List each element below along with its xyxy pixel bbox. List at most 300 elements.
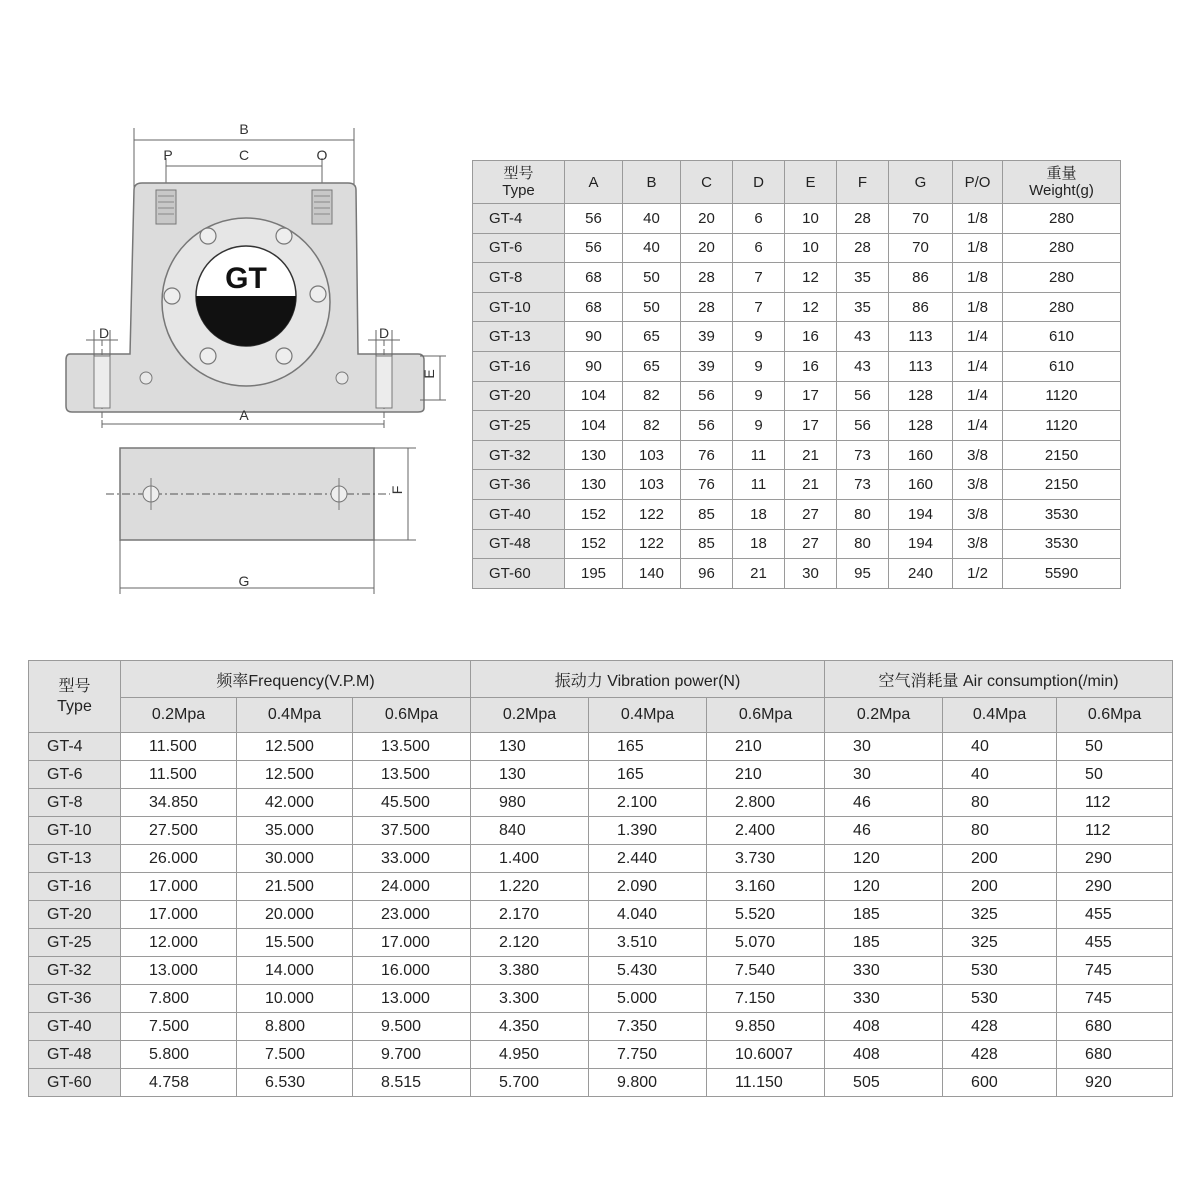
spec-type-cell: GT-32 <box>473 440 565 470</box>
spec-value-cell: 122 <box>623 529 681 559</box>
spec-value-cell: 160 <box>889 470 953 500</box>
spec-table-row <box>473 499 1121 529</box>
perf-value-cell: 455 <box>1057 929 1173 957</box>
spec-table-row <box>473 292 1121 322</box>
perf-value-cell: 14.000 <box>237 957 353 985</box>
spec-value-cell: 50 <box>623 292 681 322</box>
spec-value-cell: 68 <box>565 263 623 293</box>
spec-type-cell: GT-4 <box>473 204 565 234</box>
perf-value-cell: 840 <box>471 817 589 845</box>
perf-value-cell: 200 <box>943 873 1057 901</box>
spec-value-cell: 43 <box>837 351 889 381</box>
spec-value-cell: 27 <box>785 529 837 559</box>
perf-value-cell: 1.390 <box>589 817 707 845</box>
perf-value-cell: 185 <box>825 929 943 957</box>
perf-value-cell: 4.040 <box>589 901 707 929</box>
spec-value-cell: 21 <box>785 440 837 470</box>
spec-value-cell: 73 <box>837 470 889 500</box>
spec-value-cell: 65 <box>623 351 681 381</box>
spec-value-cell: 7 <box>733 263 785 293</box>
perf-value-cell: 5.070 <box>707 929 825 957</box>
spec-value-cell: 6 <box>733 233 785 263</box>
perf-value-cell: 30.000 <box>237 845 353 873</box>
perf-value-cell: 3.730 <box>707 845 825 873</box>
spec-value-cell: 9 <box>733 351 785 381</box>
perf-value-cell: 37.500 <box>353 817 471 845</box>
perf-value-cell: 7.350 <box>589 1013 707 1041</box>
spec-value-cell: 28 <box>681 292 733 322</box>
perf-value-cell: 50 <box>1057 761 1173 789</box>
vibration-power-group-header: 振动力 Vibration power(N) <box>471 661 825 698</box>
perf-value-cell: 80 <box>943 789 1057 817</box>
spec-value-cell: 20 <box>681 204 733 234</box>
spec-type-cell: GT-36 <box>473 470 565 500</box>
perf-value-cell: 4.950 <box>471 1041 589 1069</box>
spec-value-cell: 113 <box>889 322 953 352</box>
spec-value-cell: 104 <box>565 381 623 411</box>
spec-value-cell: 82 <box>623 381 681 411</box>
pressure-header-cell: 0.2Mpa <box>825 698 943 733</box>
perf-value-cell: 4.350 <box>471 1013 589 1041</box>
spec-value-cell: 9 <box>733 381 785 411</box>
spec-value-cell: 76 <box>681 470 733 500</box>
perf-value-cell: 210 <box>707 761 825 789</box>
spec-value-cell: 35 <box>837 263 889 293</box>
spec-value-cell: 85 <box>681 499 733 529</box>
perf-value-cell: 40 <box>943 761 1057 789</box>
perf-value-cell: 12.000 <box>121 929 237 957</box>
perf-value-cell: 3.160 <box>707 873 825 901</box>
dim-label-d-right: D <box>378 325 390 341</box>
perf-value-cell: 2.100 <box>589 789 707 817</box>
perf-table-row <box>29 733 1173 761</box>
spec-table-row <box>473 470 1121 500</box>
perf-value-cell: 325 <box>943 929 1057 957</box>
perf-value-cell: 5.000 <box>589 985 707 1013</box>
perf-value-cell: 8.800 <box>237 1013 353 1041</box>
spec-type-cell: GT-10 <box>473 292 565 322</box>
perf-value-cell: 21.500 <box>237 873 353 901</box>
perf-table-row <box>29 817 1173 845</box>
spec-table-row <box>473 351 1121 381</box>
spec-value-cell: 56 <box>565 204 623 234</box>
perf-type-cell: GT-25 <box>29 929 121 957</box>
spec-value-cell: 194 <box>889 499 953 529</box>
spec-table-row <box>473 381 1121 411</box>
spec-value-cell: 35 <box>837 292 889 322</box>
perf-value-cell: 13.500 <box>353 733 471 761</box>
spec-value-cell: 1/8 <box>953 204 1003 234</box>
perf-value-cell: 330 <box>825 957 943 985</box>
spec-value-cell: 3/8 <box>953 470 1003 500</box>
spec-type-cell: GT-60 <box>473 559 565 589</box>
spec-table-row <box>473 559 1121 589</box>
spec-value-cell: 3530 <box>1003 499 1121 529</box>
spec-value-cell: 1120 <box>1003 381 1121 411</box>
spec-value-cell: 3530 <box>1003 529 1121 559</box>
perf-value-cell: 11.500 <box>121 733 237 761</box>
spec-value-cell: 40 <box>623 204 681 234</box>
spec-value-cell: 56 <box>837 411 889 441</box>
spec-value-cell: 56 <box>681 381 733 411</box>
perf-value-cell: 130 <box>471 761 589 789</box>
perf-value-cell: 5.800 <box>121 1041 237 1069</box>
spec-value-cell: 1/4 <box>953 381 1003 411</box>
spec-header-cell: E <box>785 161 837 204</box>
dim-label-c: C <box>238 147 250 163</box>
perf-pressure-row <box>29 698 1173 733</box>
spec-value-cell: 65 <box>623 322 681 352</box>
perf-value-cell: 680 <box>1057 1041 1173 1069</box>
perf-value-cell: 745 <box>1057 985 1173 1013</box>
spec-value-cell: 1/8 <box>953 263 1003 293</box>
spec-value-cell: 7 <box>733 292 785 322</box>
spec-header-cell: 重量 Weight(g) <box>1003 161 1121 204</box>
perf-value-cell: 920 <box>1057 1069 1173 1097</box>
spec-value-cell: 73 <box>837 440 889 470</box>
perf-value-cell: 165 <box>589 761 707 789</box>
spec-value-cell: 20 <box>681 233 733 263</box>
spec-header-row <box>473 161 1121 204</box>
perf-value-cell: 23.000 <box>353 901 471 929</box>
perf-value-cell: 7.540 <box>707 957 825 985</box>
perf-value-cell: 30 <box>825 761 943 789</box>
spec-header-cell: A <box>565 161 623 204</box>
spec-value-cell: 56 <box>837 381 889 411</box>
perf-value-cell: 42.000 <box>237 789 353 817</box>
spec-value-cell: 90 <box>565 351 623 381</box>
perf-value-cell: 15.500 <box>237 929 353 957</box>
pressure-header-cell: 0.2Mpa <box>121 698 237 733</box>
pressure-header-cell: 0.2Mpa <box>471 698 589 733</box>
perf-value-cell: 33.000 <box>353 845 471 873</box>
spec-header-cell: C <box>681 161 733 204</box>
perf-value-cell: 9.500 <box>353 1013 471 1041</box>
perf-value-cell: 408 <box>825 1041 943 1069</box>
perf-value-cell: 330 <box>825 985 943 1013</box>
perf-type-cell: GT-40 <box>29 1013 121 1041</box>
perf-value-cell: 680 <box>1057 1013 1173 1041</box>
perf-value-cell: 50 <box>1057 733 1173 761</box>
perf-table-row <box>29 901 1173 929</box>
dim-label-o: O <box>316 147 328 163</box>
perf-value-cell: 13.000 <box>121 957 237 985</box>
spec-value-cell: 3/8 <box>953 440 1003 470</box>
perf-group-row <box>29 661 1173 698</box>
perf-value-cell: 745 <box>1057 957 1173 985</box>
spec-value-cell: 90 <box>565 322 623 352</box>
spec-value-cell: 27 <box>785 499 837 529</box>
spec-header-cell: F <box>837 161 889 204</box>
spec-value-cell: 610 <box>1003 322 1121 352</box>
air-consumption-group-header: 空气消耗量 Air consumption(/min) <box>825 661 1173 698</box>
spec-value-cell: 160 <box>889 440 953 470</box>
perf-value-cell: 2.400 <box>707 817 825 845</box>
spec-value-cell: 16 <box>785 322 837 352</box>
perf-type-cell: GT-20 <box>29 901 121 929</box>
frequency-group-header: 频率Frequency(V.P.M) <box>121 661 471 698</box>
spec-header-cell: 型号 Type <box>473 161 565 204</box>
perf-value-cell: 46 <box>825 789 943 817</box>
spec-table-row <box>473 204 1121 234</box>
spec-value-cell: 12 <box>785 292 837 322</box>
spec-type-cell: GT-20 <box>473 381 565 411</box>
spec-value-cell: 122 <box>623 499 681 529</box>
spec-value-cell: 21 <box>785 470 837 500</box>
perf-value-cell: 35.000 <box>237 817 353 845</box>
perf-value-cell: 11.150 <box>707 1069 825 1097</box>
spec-value-cell: 280 <box>1003 233 1121 263</box>
pressure-header-cell: 0.6Mpa <box>1057 698 1173 733</box>
perf-value-cell: 17.000 <box>353 929 471 957</box>
perf-value-cell: 34.850 <box>121 789 237 817</box>
spec-value-cell: 86 <box>889 263 953 293</box>
perf-value-cell: 45.500 <box>353 789 471 817</box>
spec-value-cell: 152 <box>565 499 623 529</box>
dim-label-g: G <box>238 573 250 589</box>
pressure-header-cell: 0.6Mpa <box>353 698 471 733</box>
perf-value-cell: 7.800 <box>121 985 237 1013</box>
spec-value-cell: 39 <box>681 351 733 381</box>
perf-value-cell: 1.220 <box>471 873 589 901</box>
perf-table-row <box>29 1041 1173 1069</box>
spec-value-cell: 70 <box>889 204 953 234</box>
perf-value-cell: 2.170 <box>471 901 589 929</box>
perf-value-cell: 7.750 <box>589 1041 707 1069</box>
perf-table-row <box>29 789 1173 817</box>
spec-value-cell: 9 <box>733 411 785 441</box>
perf-value-cell: 2.440 <box>589 845 707 873</box>
dim-label-p: P <box>163 147 173 163</box>
perf-value-cell: 9.850 <box>707 1013 825 1041</box>
perf-table-row <box>29 1013 1173 1041</box>
perf-value-cell: 20.000 <box>237 901 353 929</box>
spec-value-cell: 10 <box>785 233 837 263</box>
perf-value-cell: 16.000 <box>353 957 471 985</box>
perf-type-cell: GT-32 <box>29 957 121 985</box>
perf-value-cell: 600 <box>943 1069 1057 1097</box>
perf-value-cell: 200 <box>943 845 1057 873</box>
perf-value-cell: 408 <box>825 1013 943 1041</box>
perf-value-cell: 290 <box>1057 845 1173 873</box>
spec-table-row <box>473 322 1121 352</box>
dim-label-f: F <box>389 485 405 495</box>
perf-value-cell: 3.510 <box>589 929 707 957</box>
spec-value-cell: 5590 <box>1003 559 1121 589</box>
spec-type-cell: GT-48 <box>473 529 565 559</box>
spec-type-cell: GT-25 <box>473 411 565 441</box>
spec-value-cell: 3/8 <box>953 529 1003 559</box>
spec-value-cell: 128 <box>889 381 953 411</box>
perf-value-cell: 10.000 <box>237 985 353 1013</box>
perf-value-cell: 9.700 <box>353 1041 471 1069</box>
spec-table-row <box>473 233 1121 263</box>
spec-value-cell: 2150 <box>1003 440 1121 470</box>
spec-value-cell: 28 <box>681 263 733 293</box>
perf-table-row <box>29 985 1173 1013</box>
spec-value-cell: 1120 <box>1003 411 1121 441</box>
spec-header-cell: B <box>623 161 681 204</box>
spec-type-cell: GT-40 <box>473 499 565 529</box>
perf-value-cell: 5.700 <box>471 1069 589 1097</box>
spec-value-cell: 11 <box>733 470 785 500</box>
perf-value-cell: 24.000 <box>353 873 471 901</box>
perf-value-cell: 7.500 <box>237 1041 353 1069</box>
perf-table-row <box>29 929 1173 957</box>
pressure-header-cell: 0.6Mpa <box>707 698 825 733</box>
perf-value-cell: 27.500 <box>121 817 237 845</box>
perf-value-cell: 112 <box>1057 789 1173 817</box>
perf-value-cell: 2.800 <box>707 789 825 817</box>
perf-value-cell: 5.430 <box>589 957 707 985</box>
spec-value-cell: 28 <box>837 204 889 234</box>
perf-type-cell: GT-10 <box>29 817 121 845</box>
perf-value-cell: 455 <box>1057 901 1173 929</box>
perf-table-row <box>29 845 1173 873</box>
dim-label-a: A <box>239 407 249 423</box>
spec-value-cell: 194 <box>889 529 953 559</box>
spec-value-cell: 70 <box>889 233 953 263</box>
spec-value-cell: 40 <box>623 233 681 263</box>
perf-type-cell: GT-48 <box>29 1041 121 1069</box>
perf-type-cell: GT-6 <box>29 761 121 789</box>
spec-value-cell: 195 <box>565 559 623 589</box>
spec-value-cell: 95 <box>837 559 889 589</box>
perf-value-cell: 120 <box>825 873 943 901</box>
perf-value-cell: 530 <box>943 957 1057 985</box>
spec-value-cell: 30 <box>785 559 837 589</box>
perf-type-cell: GT-13 <box>29 845 121 873</box>
perf-value-cell: 325 <box>943 901 1057 929</box>
perf-type-cell: GT-36 <box>29 985 121 1013</box>
spec-table-row <box>473 411 1121 441</box>
performance-table <box>28 660 1173 1097</box>
spec-value-cell: 280 <box>1003 263 1121 293</box>
spec-value-cell: 18 <box>733 529 785 559</box>
spec-value-cell: 130 <box>565 470 623 500</box>
perf-value-cell: 120 <box>825 845 943 873</box>
perf-value-cell: 4.758 <box>121 1069 237 1097</box>
spec-value-cell: 104 <box>565 411 623 441</box>
spec-value-cell: 28 <box>837 233 889 263</box>
dim-label-e: E <box>421 369 437 379</box>
perf-value-cell: 530 <box>943 985 1057 1013</box>
spec-value-cell: 2150 <box>1003 470 1121 500</box>
spec-value-cell: 11 <box>733 440 785 470</box>
spec-value-cell: 86 <box>889 292 953 322</box>
perf-value-cell: 10.6007 <box>707 1041 825 1069</box>
spec-value-cell: 80 <box>837 499 889 529</box>
spec-value-cell: 82 <box>623 411 681 441</box>
perf-table-row <box>29 873 1173 901</box>
spec-type-cell: GT-8 <box>473 263 565 293</box>
perf-value-cell: 428 <box>943 1041 1057 1069</box>
spec-value-cell: 3/8 <box>953 499 1003 529</box>
perf-table-row <box>29 761 1173 789</box>
perf-value-cell: 26.000 <box>121 845 237 873</box>
perf-value-cell: 7.500 <box>121 1013 237 1041</box>
spec-value-cell: 80 <box>837 529 889 559</box>
perf-value-cell: 13.000 <box>353 985 471 1013</box>
perf-value-cell: 290 <box>1057 873 1173 901</box>
spec-value-cell: 1/2 <box>953 559 1003 589</box>
perf-value-cell: 80 <box>943 817 1057 845</box>
spec-header-cell: G <box>889 161 953 204</box>
perf-type-header: 型号 Type <box>29 661 121 733</box>
perf-value-cell: 2.120 <box>471 929 589 957</box>
spec-value-cell: 50 <box>623 263 681 293</box>
perf-value-cell: 505 <box>825 1069 943 1097</box>
perf-value-cell: 9.800 <box>589 1069 707 1097</box>
perf-value-cell: 980 <box>471 789 589 817</box>
perf-value-cell: 12.500 <box>237 733 353 761</box>
spec-value-cell: 152 <box>565 529 623 559</box>
spec-value-cell: 21 <box>733 559 785 589</box>
spec-value-cell: 103 <box>623 440 681 470</box>
spec-value-cell: 103 <box>623 470 681 500</box>
dimension-spec-table <box>472 160 1121 589</box>
perf-value-cell: 40 <box>943 733 1057 761</box>
spec-type-cell: GT-6 <box>473 233 565 263</box>
spec-value-cell: 128 <box>889 411 953 441</box>
perf-table-row <box>29 1069 1173 1097</box>
spec-value-cell: 130 <box>565 440 623 470</box>
perf-value-cell: 3.380 <box>471 957 589 985</box>
spec-value-cell: 1/8 <box>953 292 1003 322</box>
spec-value-cell: 96 <box>681 559 733 589</box>
spec-type-cell: GT-13 <box>473 322 565 352</box>
spec-value-cell: 68 <box>565 292 623 322</box>
perf-value-cell: 185 <box>825 901 943 929</box>
spec-value-cell: 10 <box>785 204 837 234</box>
perf-value-cell: 428 <box>943 1013 1057 1041</box>
spec-header-cell: P/O <box>953 161 1003 204</box>
perf-value-cell: 130 <box>471 733 589 761</box>
perf-value-cell: 112 <box>1057 817 1173 845</box>
perf-value-cell: 46 <box>825 817 943 845</box>
spec-value-cell: 280 <box>1003 204 1121 234</box>
perf-value-cell: 7.150 <box>707 985 825 1013</box>
spec-value-cell: 17 <box>785 411 837 441</box>
spec-value-cell: 76 <box>681 440 733 470</box>
perf-type-cell: GT-8 <box>29 789 121 817</box>
spec-table-row <box>473 529 1121 559</box>
spec-value-cell: 9 <box>733 322 785 352</box>
pressure-header-cell: 0.4Mpa <box>589 698 707 733</box>
perf-value-cell: 17.000 <box>121 873 237 901</box>
spec-value-cell: 113 <box>889 351 953 381</box>
spec-value-cell: 39 <box>681 322 733 352</box>
perf-value-cell: 30 <box>825 733 943 761</box>
perf-value-cell: 5.520 <box>707 901 825 929</box>
dim-label-d-left: D <box>98 325 110 341</box>
spec-value-cell: 56 <box>681 411 733 441</box>
spec-value-cell: 1/4 <box>953 322 1003 352</box>
spec-type-cell: GT-16 <box>473 351 565 381</box>
gt-badge-label: GT <box>225 262 267 295</box>
spec-value-cell: 1/4 <box>953 351 1003 381</box>
perf-value-cell: 6.530 <box>237 1069 353 1097</box>
perf-value-cell: 210 <box>707 733 825 761</box>
spec-value-cell: 1/4 <box>953 411 1003 441</box>
perf-value-cell: 11.500 <box>121 761 237 789</box>
pressure-header-cell: 0.4Mpa <box>237 698 353 733</box>
spec-value-cell: 17 <box>785 381 837 411</box>
spec-value-cell: 16 <box>785 351 837 381</box>
perf-type-cell: GT-4 <box>29 733 121 761</box>
spec-value-cell: 1/8 <box>953 233 1003 263</box>
spec-value-cell: 12 <box>785 263 837 293</box>
